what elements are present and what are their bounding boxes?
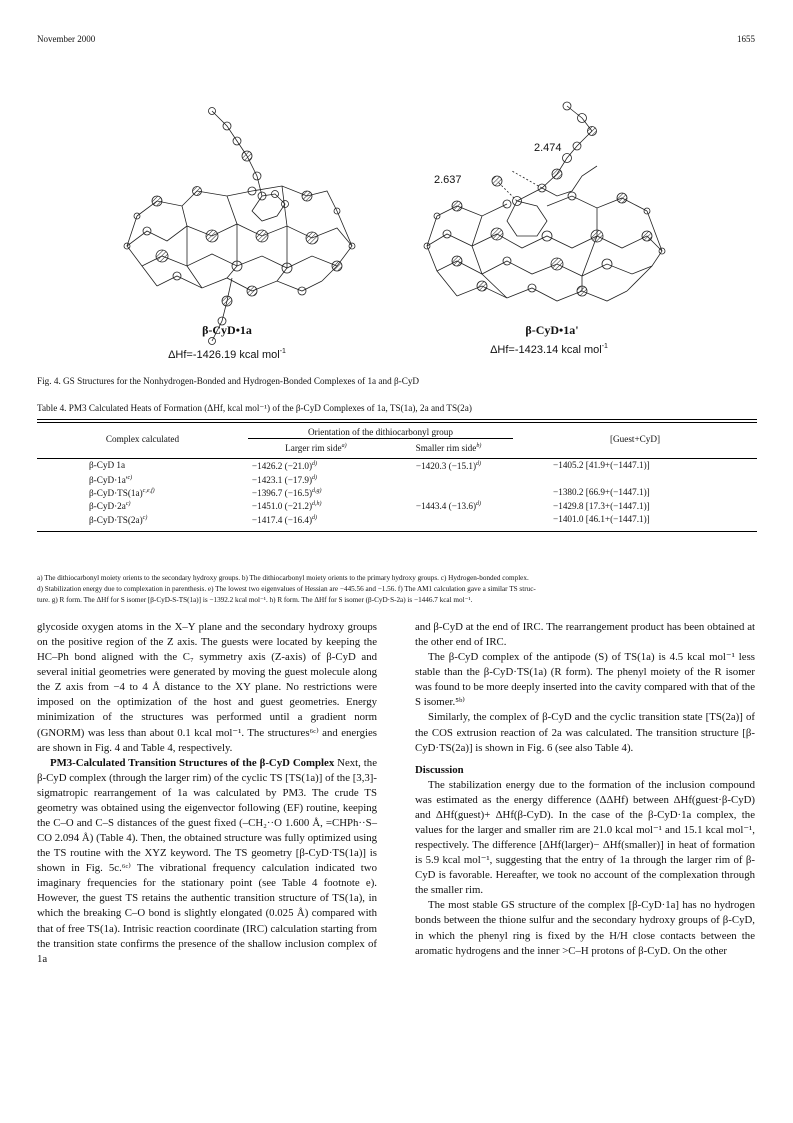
figure-4	[37, 96, 757, 366]
structure-right	[424, 102, 665, 301]
paragraph: and β-CyD at the end of IRC. The rearrangement product has been obtained at the other end of IRC.	[415, 621, 755, 649]
table-row: $\beta-CyD\cdot TS(1a)^{c,e,f)}$ −1396.7 $(-16.5)^{d,g)}$ −1380.2 [66.9+(−1447.1)]	[89, 487, 650, 499]
body-column-right	[415, 620, 755, 959]
paragraph: The β-CyD complex of the antipode (S) of TS(1a) is 4.5 kcal mol⁻¹ less stable than the β-CyD·TS(1a) (R form). The phenyl moiety of the R isomer was found to be more deeply inserted into the cavity compared with that of the S isomer.⁵ᵇ⁾	[415, 651, 756, 709]
figure-caption: Fig. 4. GS Structures for the Nonhydrogen-Bonded and Hydrogen-Bonded Complexes of 1a and β-CyD	[37, 376, 420, 386]
footnote-line: a) The dithiocarbonyl moiety orients to the secondary hydroxy groups. b) The dithiocarbonyl moiety orients to the primary hydroxy groups. c) Hydrogen-bonded complex.	[37, 574, 529, 582]
footnote-line: ture. g) R form. The ΔHf for S isomer [β-CyD-S-TS(1a)] is −1392.2 kcal mol⁻¹. h) R form. The ΔHf for S isomer (β-CyD·S-2a) is −1446.7 kcal mol⁻¹.	[37, 595, 473, 604]
running-header-date: November 2000	[37, 34, 96, 44]
paragraph: The most stable GS structure of the complex [β-CyD·1a] has no hydrogen bonds between the thione sulfur and the secondary hydroxy groups of β-CyD, in which the phenyl ring is fixed by the H/H close contacts between the aromatic hydrogens and the inner >C–H protons of β-CyD. On the other	[415, 899, 755, 957]
molecular-structures	[37, 96, 757, 366]
body-column-left	[37, 620, 377, 967]
col-header-guest: [Guest+CyD]	[609, 433, 661, 444]
distance-label-1: 2.474	[534, 142, 562, 154]
paragraph: glycoside oxygen atoms in the X–Y plane and the secondary hydroxy groups on the positive region of the Z axis. The guests were located by keeping the HC–Ph bond aligned with the C₇ symmetry axis (Z-axis) of β-CyD and several initial geometries were generated by moving the guest molecule along the Z axis from −4 to 4 Å distance to the XY plane. No restrictions were imposed on the optimization of the host and guest geometries. Energy minimization of the structures was performed until a gradient norm (GNORM) was less than about 0.1 kcal mol⁻¹. The structures⁶ᶜ⁾ and energies are shown in Fig. 4 and Table 4, respectively.	[37, 621, 377, 754]
col-header-smaller: Smaller rim side$^{b)}$	[415, 443, 482, 454]
right-structure-label: β-CyD•1a'	[525, 323, 579, 337]
distance-label-2: 2.637	[434, 174, 462, 186]
footnote-line: d) Stabilization energy due to complexation in parenthesis. e) The lowest two eigenvalues of Hessian are −445.56 and −1.56. f) The AM1 calculation gave a similar TS struc-	[37, 584, 536, 593]
subsection-heading: PM3-Calculated Transition Structures of the β-CyD Complex	[50, 756, 335, 769]
structure-left	[124, 108, 355, 345]
col-header-larger: Larger rim side$^{a)}$	[285, 443, 347, 454]
right-energy-label: ΔHf=-1423.14 kcal mol$^{-1}$	[490, 343, 608, 356]
section-heading-discussion: Discussion	[415, 763, 464, 776]
col-header-complex: Complex calculated	[105, 433, 180, 444]
table-row: β-CyD 1a −1426.2 $(-21.0)^{d)}$ −1420.3 $(-15.1)^{d)}$ −1405.2 [41.9+(−1447.1)]	[89, 460, 650, 472]
table-row: $\beta-CyD\cdot TS(2a)^{c)}$ −1417.4 $(-16.4)^{d)}$ −1401.0 [46.1+(−1447.1)]	[89, 513, 650, 525]
table-row: $\beta-CyD\cdot 1a'^{c)}$ −1423.1 $(-17.9)^{d)}$	[89, 474, 318, 485]
paragraph: The stabilization energy due to the formation of the inclusion compound was estimated as the energy difference (ΔΔHf) between ΔHf(guest·β-CyD) and ΔHf(guest)+ ΔHf(β-CyD). In the case of the β-CyD·1a complex, the values for the larger and smaller rim are 21.0 kcal mol⁻¹ and 15.1 kcal mol⁻¹, respectively. The difference [ΔHf(larger)− ΔHf(smaller)] in heat of formation is 5.9 kcal mol⁻¹, suggesting that the entry of 1a through the larger rim of β-CyD is favorable. Hereafter, we took no account of the complexation through the smaller rim.	[415, 778, 755, 897]
left-energy-label: ΔHf=-1426.19 kcal mol$^{-1}$	[168, 348, 286, 361]
page-number: 1655	[737, 34, 755, 44]
paragraph: Similarly, the complex of β-CyD and the cyclic transition state [TS(2a)] of the COS extrusion reaction of 2a was calculated. The transition structure [β-CyD·TS(2a)] is shown in Fig. 6 (see also Table 4).	[415, 711, 755, 754]
paragraph: PM3-Calculated Transition Structures of the β-CyD Complex Next, the β-CyD complex (through the larger rim) of the cyclic TS [TS(1a)] of the [3,3]-sigmatropic rearrangement of 1a was calculated by PM3. The crude TS geometry was obtained using the eigenvector following (EF) routine, keeping the C–O and C–S distances of the guest fixed (–CH₂··O 1.600 Å, =CHPh··S–CO 2.094 Å) (Table 4). Then, the obtained structure was fully optimized using the TS routine with the XYZ keyword. The TS geometry [β-CyD·TS(1a)] is shown in Fig. 5c.⁶ᶜ⁾ The vibrational frequency calculation indicated two imaginary frequencies for the stationary point (see Table 4 footnote e). However, the guest TS retains the authentic transition structure of TS(1a), in which the breaking C–O bond is slightly elongated (0.025 Å) compared with that of free TS(1a). Intrisic reaction coordinate (IRC) calculation starting from the transition state confirms the presence of the shallow inclusion complex of 1a	[37, 756, 377, 965]
table-footnotes	[37, 573, 757, 605]
col-header-orientation: Orientation of the dithiocarbonyl group	[248, 423, 513, 439]
table-caption: Table 4. PM3 Calculated Heats of Formation (ΔHf, kcal mol⁻¹) of the β-CyD Complexes of 1a, TS(1a), 2a and TS(2a)	[37, 403, 472, 413]
table-row: $\beta-CyD\cdot 2a^{c)}$ −1451.0 $(-21.2)^{d,h)}$ −1443.4 $(-13.6)^{d)}$ −1429.8 [17.3+(−1447.1)]	[89, 500, 650, 512]
left-structure-label: β-CyD•1a	[202, 323, 252, 337]
table-4	[37, 419, 757, 532]
